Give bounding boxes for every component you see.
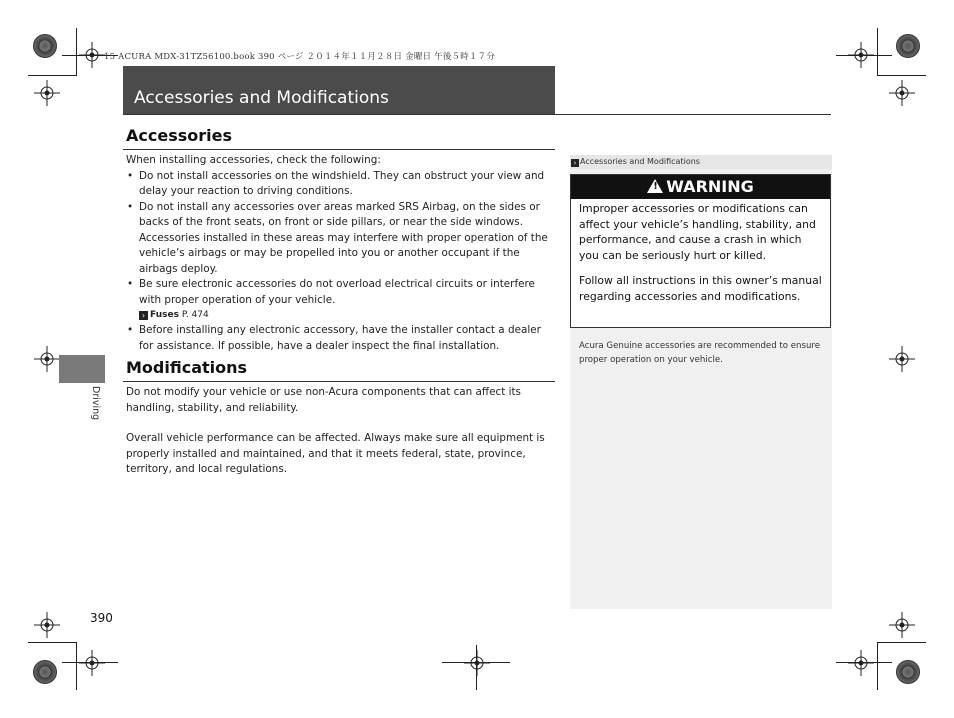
print-header-meta: 15 ACURA MDX-31TZ56100.book 390 ページ ２０１４年１１月２８日 金曜日 午後５時１７分 bbox=[104, 52, 496, 62]
crop-line bbox=[476, 645, 477, 690]
registration-target-icon bbox=[889, 612, 915, 638]
list-item: • Before installing any electronic accessory, have the installer contact a dealer for assistance. If possible, have a dealer inspect the final installation. bbox=[126, 323, 554, 354]
registration-target-icon bbox=[848, 650, 874, 676]
modifications-body bbox=[126, 385, 554, 478]
registration-target-icon bbox=[34, 612, 60, 638]
accessories-divider bbox=[123, 149, 555, 150]
xref-page: P. 474 bbox=[181, 310, 209, 320]
warning-banner bbox=[571, 175, 830, 199]
chapter-tab-label: Driving bbox=[90, 386, 101, 421]
sidebar-header-label: Accessories and Modifications bbox=[580, 157, 700, 166]
accessories-body bbox=[126, 153, 554, 354]
accessories-list-continued bbox=[126, 323, 554, 354]
chapter-tab bbox=[59, 355, 105, 383]
modifications-divider bbox=[123, 381, 555, 382]
registration-dial-icon bbox=[33, 660, 57, 684]
cross-reference-arrow-icon: › bbox=[571, 159, 579, 167]
warning-body bbox=[579, 201, 824, 314]
sidebar-header bbox=[570, 155, 832, 169]
cross-reference-arrow-icon: › bbox=[139, 311, 148, 320]
warning-paragraph: Improper accessories or modifications can affect your vehicle’s handling, stability, and performance, and cause a crash in which you can be seriously hurt or killed. bbox=[579, 202, 816, 262]
title-divider bbox=[123, 114, 831, 115]
accessories-intro: When installing accessories, check the following: bbox=[126, 154, 381, 166]
warning-title: WARNING bbox=[666, 177, 754, 196]
page-title: Accessories and Modifications bbox=[134, 88, 389, 108]
registration-target-icon bbox=[464, 650, 490, 676]
registration-dial-icon bbox=[33, 34, 57, 58]
sidebar-note: Acura Genuine accessories are recommended to ensure proper operation on your vehicle. bbox=[579, 341, 821, 365]
xref-label: Fuses bbox=[150, 310, 179, 320]
warning-paragraph: Follow all instructions in this owner’s manual regarding accessories and modifications. bbox=[579, 274, 822, 303]
modifications-para-1: Do not modify your vehicle or use non-Acura components that can affect its handling, stability, and reliability. bbox=[126, 386, 521, 414]
warning-triangle-icon bbox=[647, 179, 663, 193]
list-item: • Do not install any accessories over areas marked SRS Airbag, on the sides or backs of the front seats, on front or side pillars, or near the side windows. Accessories installed in these areas may interfere with proper operation of the vehicle’s airbags or may be propelled into you or another occupant if the airbags deploy. bbox=[126, 200, 554, 278]
accessories-heading: Accessories bbox=[126, 126, 232, 145]
registration-target-icon bbox=[889, 346, 915, 372]
list-item: • Be sure electronic accessories do not overload electrical circuits or interfere with proper operation of your vehicle. bbox=[126, 277, 554, 308]
modifications-heading: Modifications bbox=[126, 358, 248, 377]
modifications-para-2: Overall vehicle performance can be affected. Always make sure all equipment is properly installed and maintained, and that it meets federal, state, province, territory, and local regulations. bbox=[126, 432, 545, 475]
registration-target-icon bbox=[848, 42, 874, 68]
registration-target-icon bbox=[79, 650, 105, 676]
registration-target-icon bbox=[34, 80, 60, 106]
registration-target-icon bbox=[79, 42, 105, 68]
registration-target-icon bbox=[34, 346, 60, 372]
fuses-cross-reference[interactable] bbox=[126, 308, 554, 323]
accessories-list bbox=[126, 169, 554, 309]
registration-target-icon bbox=[889, 80, 915, 106]
registration-dial-icon bbox=[896, 34, 920, 58]
registration-dial-icon bbox=[896, 660, 920, 684]
list-item: • Do not install accessories on the windshield. They can obstruct your view and delay your reaction to driving conditions. bbox=[126, 169, 554, 200]
page-number: 390 bbox=[90, 611, 113, 625]
